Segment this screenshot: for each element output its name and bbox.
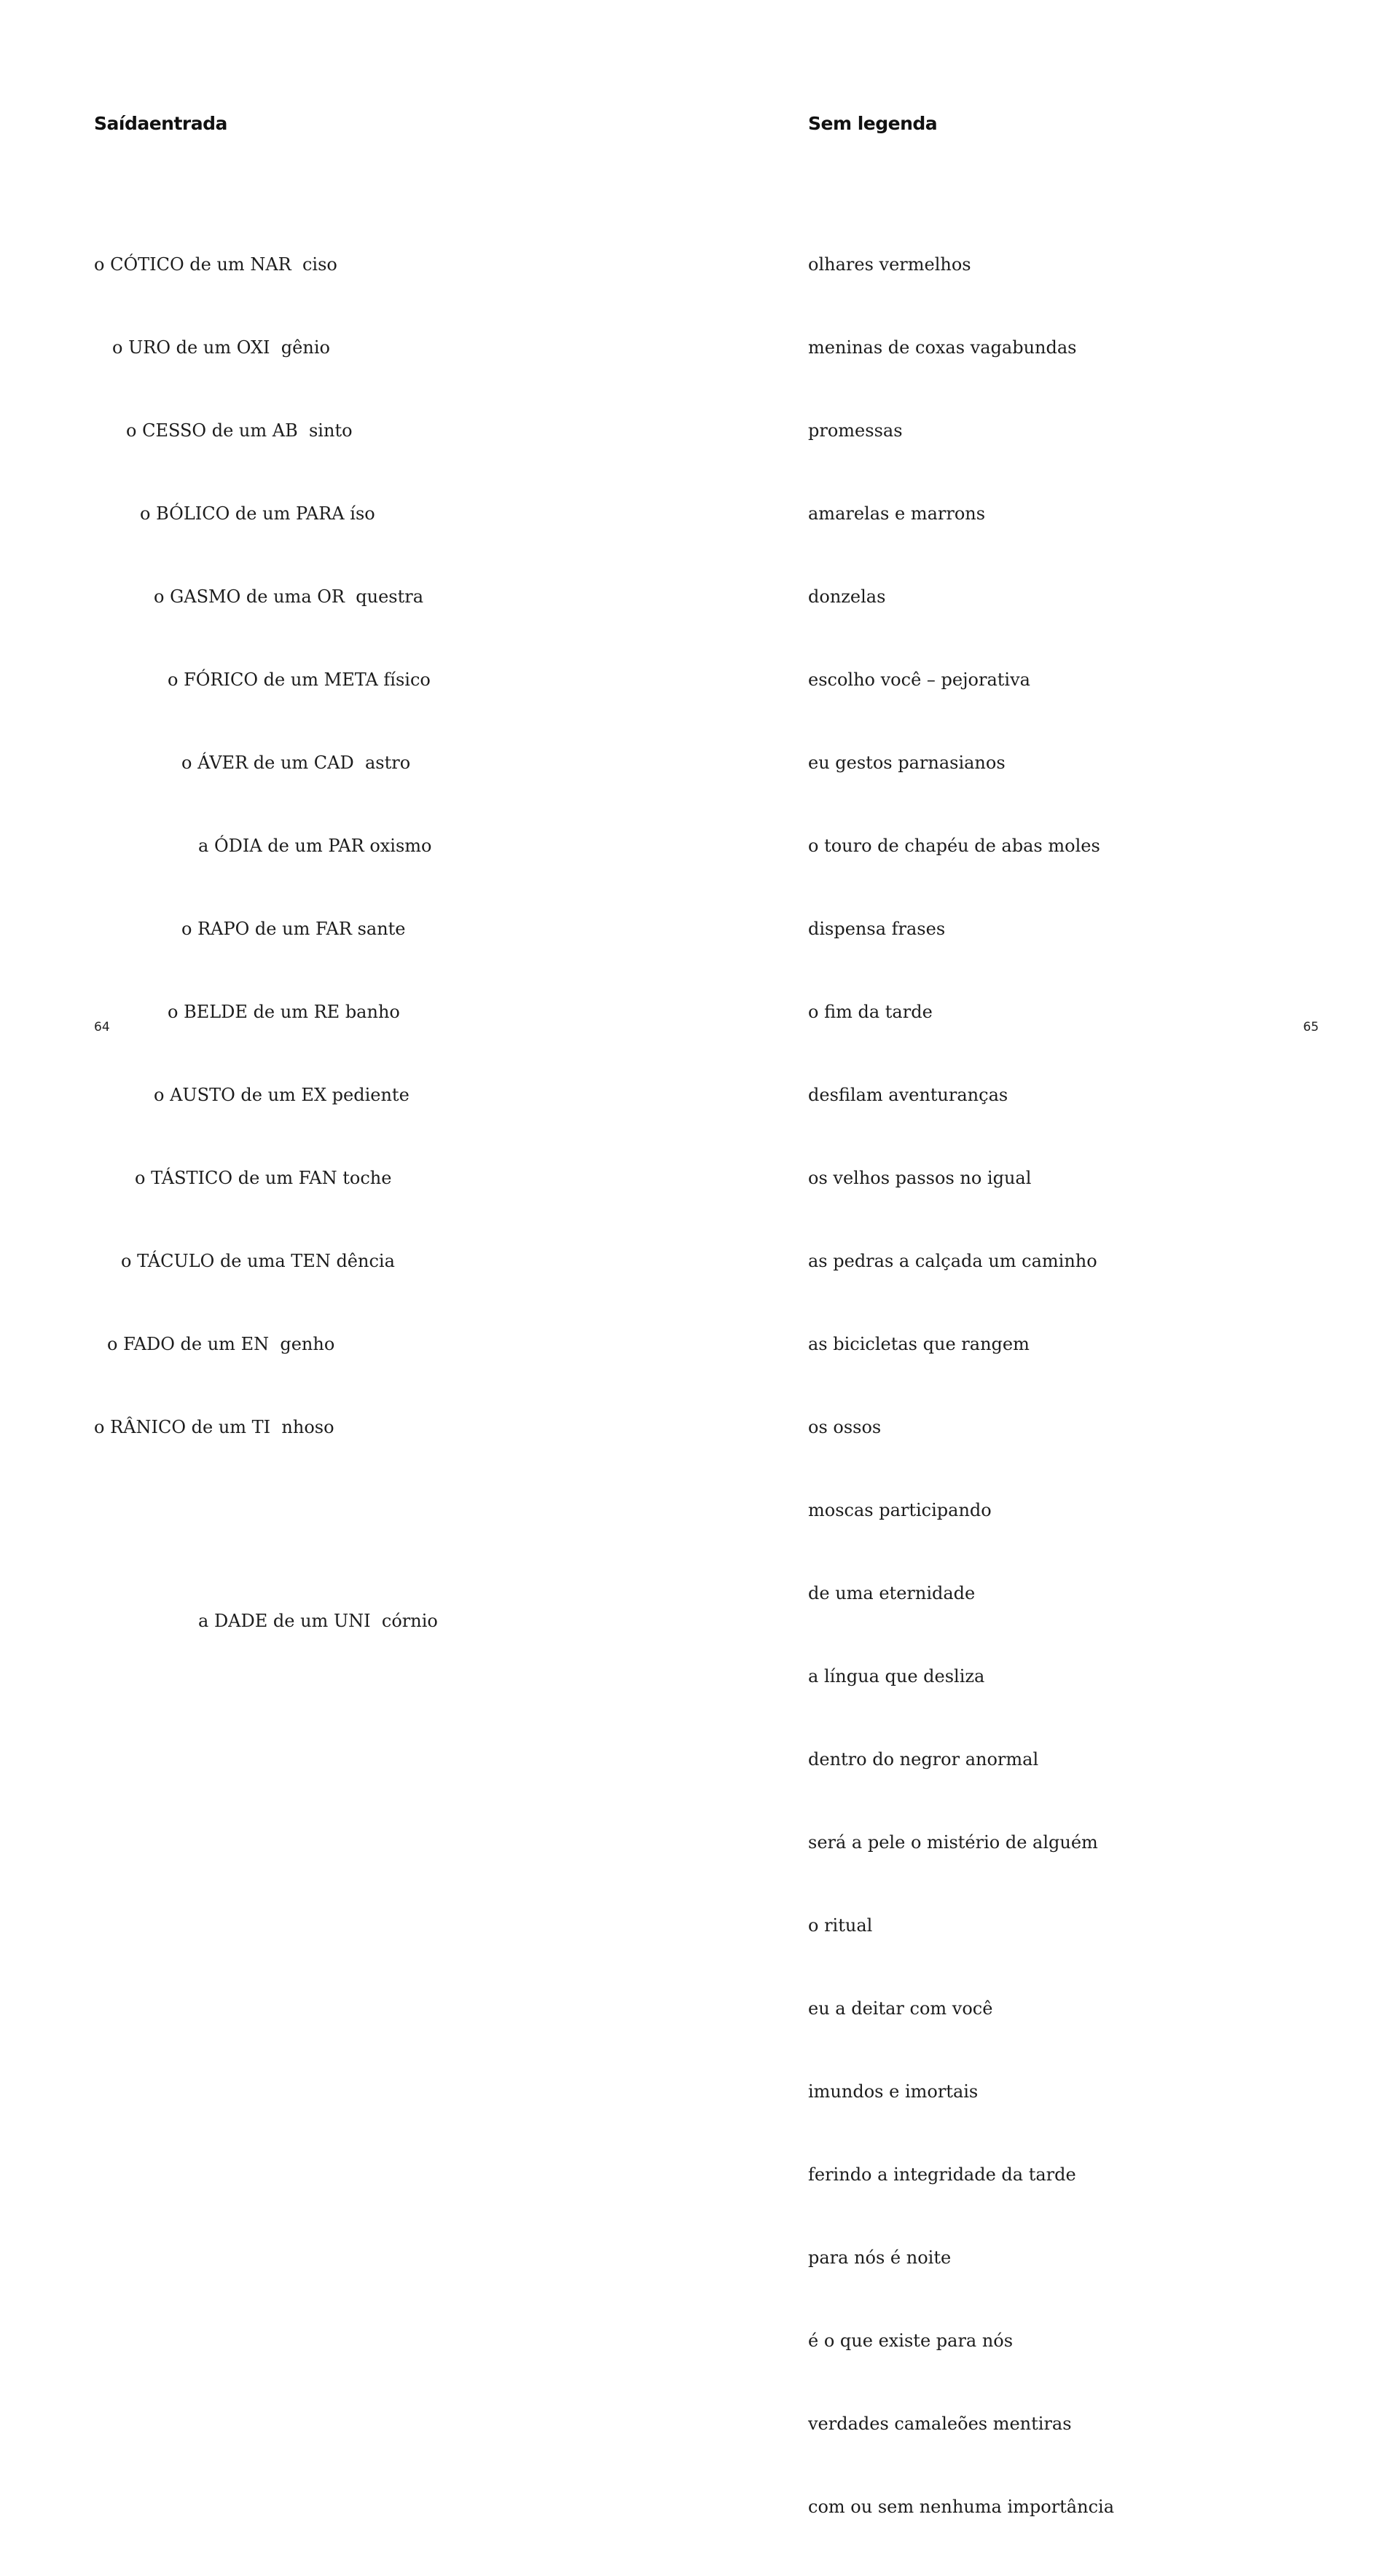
poem-line: o RÂNICO de um TI nhoso (94, 1417, 334, 1437)
poem-body (94, 195, 438, 1690)
poem-line: de uma eternidade (808, 1583, 976, 1603)
right-page (700, 0, 1399, 2517)
poem-line: o BELDE de um RE banho (168, 1002, 400, 1022)
poem-line: o CESSO de um AB sinto (126, 420, 353, 441)
poem-line: promessas (808, 420, 903, 441)
poem-line: ferindo a integridade da tarde (808, 2164, 1076, 2185)
poem-line: o URO de um OXI gênio (112, 337, 330, 358)
left-page (0, 0, 700, 1631)
poem-line: para nós é noite (808, 2247, 952, 2268)
poem-line: o GASMO de uma OR questra (154, 586, 424, 607)
poem-line: o BÓLICO de um PARA íso (140, 503, 375, 524)
poem-line: olhares vermelhos (808, 254, 971, 275)
poem-line: o fim da tarde (808, 1002, 933, 1022)
poem-line: os ossos (808, 1417, 882, 1437)
poem-line: o ritual (808, 1915, 873, 1936)
poem-line: as bicicletas que rangem (808, 1334, 1030, 1354)
poem-line: o FÓRICO de um META físico (168, 669, 431, 690)
poem-line: moscas participando (808, 1500, 992, 1520)
poem-line: os velhos passos no igual (808, 1168, 1032, 1188)
poem-body (808, 195, 1114, 2576)
poem-line: o touro de chapéu de abas moles (808, 836, 1100, 856)
poem-line: eu a deitar com você (808, 1998, 993, 2019)
poem-line: a ÓDIA de um PAR oxismo (198, 836, 432, 856)
poem-line: é o que existe para nós (808, 2330, 1014, 2351)
poem-line: dispensa frases (808, 919, 946, 939)
page-number: 65 (1303, 1020, 1319, 1034)
poem-line: o FADO de um EN genho (107, 1334, 335, 1354)
poem-line: escolho você – pejorativa (808, 669, 1030, 690)
poem-line: o RAPO de um FAR sante (181, 919, 406, 939)
poem-line: o TÁCULO de uma TEN dência (121, 1251, 395, 1271)
poem-line: desfilam aventuranças (808, 1085, 1008, 1105)
poem-line: verdades camaleões mentiras (808, 2414, 1072, 2434)
poem-line: o CÓTICO de um NAR ciso (94, 254, 337, 275)
poem-line: o ÁVER de um CAD astro (181, 753, 411, 773)
poem-line: donzelas (808, 586, 886, 607)
poem-line: amarelas e marrons (808, 503, 986, 524)
stanza-break (94, 1496, 438, 1552)
poem-line: as pedras a calçada um caminho (808, 1251, 1097, 1271)
page-number: 64 (94, 1020, 110, 1034)
poem-line: imundos e imortais (808, 2081, 979, 2102)
poem-line: com ou sem nenhuma importância (808, 2497, 1114, 2517)
poem-line: será a pele o mistério de alguém (808, 1832, 1098, 1853)
poem-line: meninas de coxas vagabundas (808, 337, 1077, 358)
poem-line: o TÁSTICO de um FAN toche (135, 1168, 392, 1188)
poem-line: eu gestos parnasianos (808, 753, 1006, 773)
poem-line: o AUSTO de um EX pediente (154, 1085, 409, 1105)
poem-line: dentro do negror anormal (808, 1749, 1039, 1770)
poem-title: Sem legenda (808, 113, 938, 134)
poem-line: a DADE de um UNI córnio (198, 1611, 438, 1631)
poem-line: a língua que desliza (808, 1666, 985, 1686)
poem-title: Saídaentrada (94, 113, 227, 134)
